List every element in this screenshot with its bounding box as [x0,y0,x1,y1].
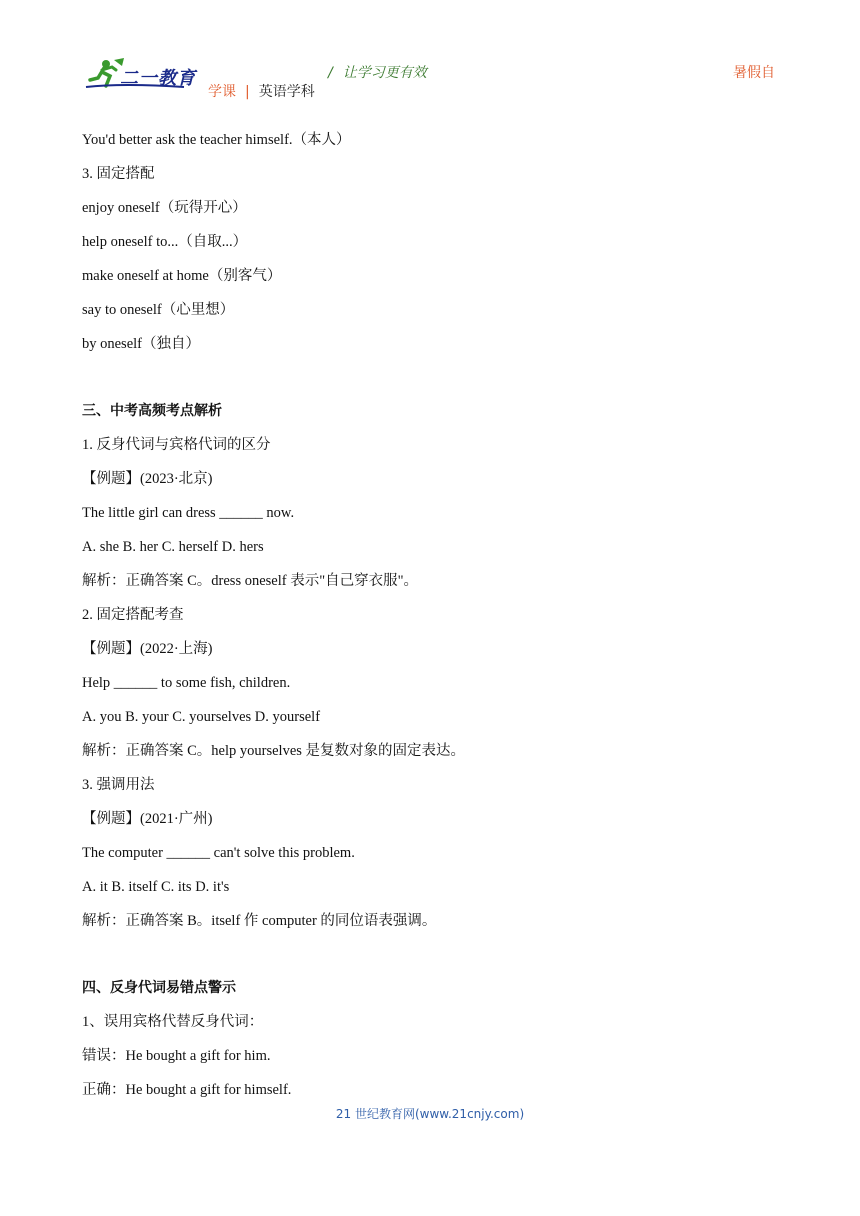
text-line: 【例题】(2021·广州) [82,811,213,827]
page-footer: 21 世纪教育网(www.21cnjy.com) [335,1107,525,1121]
text-line: A. you B. your C. yourselves D. yourself [82,709,321,725]
section-heading: 三、中考高频考点解析 [82,403,222,419]
text-line: 正确：He bought a gift for himself. [82,1082,292,1098]
course-label: 学课 [208,84,236,100]
text-line: A. she B. her C. herself D. hers [82,539,264,555]
section-heading: 四、反身代词易错点警示 [82,980,236,996]
text-line: 错误：He bought a gift for him. [82,1048,271,1064]
text-line: 解析：正确答案 C。help yourselves 是复数对象的固定表达。 [82,743,466,759]
text-line: 1、误用宾格代替反身代词： [82,1014,264,1030]
text-line: 1. 反身代词与宾格代词的区分 [82,437,271,453]
text-line: by oneself（独自） [82,336,200,352]
text-line: help oneself to...（自取...） [82,234,248,250]
text-line: 3. 固定搭配 [82,166,155,182]
page-header [0,0,860,110]
text-line: The computer ______ can't solve this problem. [82,845,355,861]
logo-text: 二一教育 [120,68,196,89]
header-separator: | [245,84,250,100]
text-line: A. it B. itself C. its D. it's [82,879,230,895]
text-line: 3. 强调用法 [82,777,155,793]
text-line: 【例题】(2023·北京) [82,471,213,487]
text-line: You'd better ask the teacher himself.（本人） [82,132,351,148]
document-body [82,128,782,1112]
header-slogan [328,62,427,82]
header-subline [208,81,315,101]
blank-line [82,943,782,976]
header-right-label: 暑假自 [733,65,775,81]
text-line: 【例题】(2022·上海) [82,641,213,657]
text-line: The little girl can dress ______ now. [82,505,295,521]
slogan-slash: / [328,65,333,81]
text-line: say to oneself（心里想） [82,302,235,318]
text-line: 解析：正确答案 B。itself 作 computer 的同位语表强调。 [82,913,437,929]
text-line: 2. 固定搭配考查 [82,607,184,623]
subject-label: 英语学科 [258,84,315,100]
blank-line [82,366,782,399]
text-line: 解析：正确答案 C。dress oneself 表示"自己穿衣服"。 [82,573,419,589]
text-line: Help ______ to some fish, children. [82,675,291,691]
slogan-text: 让学习更有效 [342,65,427,81]
text-line: make oneself at home（别客气） [82,268,282,284]
text-line: enjoy oneself（玩得开心） [82,200,247,216]
